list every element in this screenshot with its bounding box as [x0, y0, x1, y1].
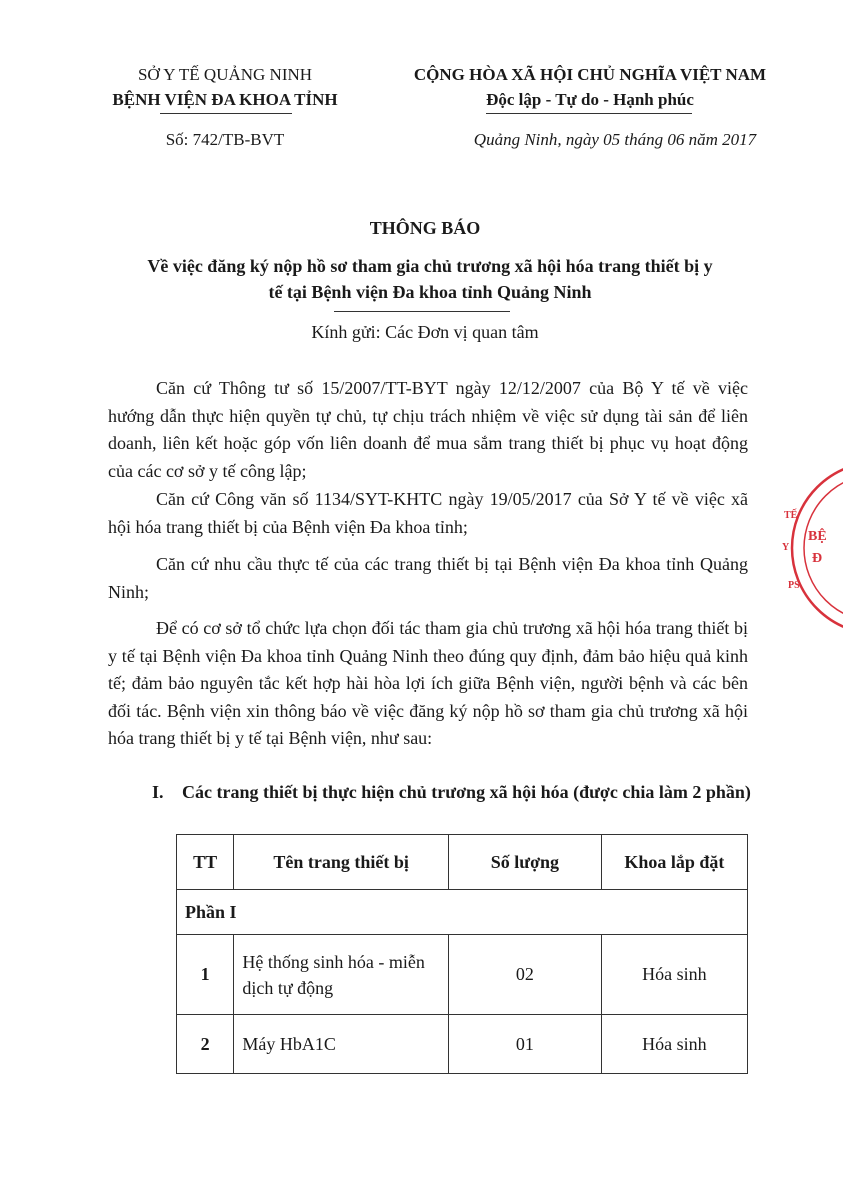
table-row — [177, 935, 748, 1015]
table-part-row — [177, 890, 748, 935]
place-and-date: Quảng Ninh, ngày 05 tháng 06 năm 2017 — [473, 130, 757, 149]
row-number: 1 — [177, 935, 234, 1015]
row-number: 2 — [177, 1015, 234, 1074]
issuer-block — [70, 62, 380, 112]
section-title: Các trang thiết bị thực hiện chủ trương xã hội hóa (được chia làm 2 phần) — [182, 782, 751, 802]
install-department: Hóa sinh — [601, 935, 747, 1015]
equipment-quantity: 02 — [449, 935, 602, 1015]
install-department: Hóa sinh — [601, 1015, 747, 1074]
section-heading — [152, 778, 752, 806]
seal-text-fragment: Đ — [812, 551, 823, 566]
column-header-tt: TT — [177, 835, 234, 890]
column-header-quantity: Số lượng — [449, 835, 602, 890]
national-motto-block — [380, 62, 800, 112]
equipment-table — [176, 834, 748, 1074]
body-paragraph-2: Căn cứ Công văn số 1134/SYT-KHTC ngày 19/05/2017 của Sở Y tế về việc xã hội hóa trang thiết bị của Bệnh viện Đa khoa tỉnh; — [108, 489, 748, 537]
issuer-underline — [160, 113, 292, 114]
equipment-quantity: 01 — [449, 1015, 602, 1074]
document-subtitle — [110, 253, 750, 305]
motto-underline — [486, 113, 692, 114]
seal-text-fragment: PS — [788, 580, 800, 591]
issuer-department: SỞ Y TẾ QUẢNG NINH — [137, 65, 313, 84]
document-number: Số: 742/TB-BVT — [165, 130, 285, 149]
seal-text-fragment: BỆ — [808, 529, 827, 544]
seal-text-fragment: Y — [782, 542, 790, 553]
hospital-seal-stamp — [770, 458, 843, 698]
column-header-department: Khoa lắp đặt — [601, 835, 747, 890]
part-label: Phần I — [177, 890, 748, 935]
table-row — [177, 1015, 748, 1074]
issuer-hospital: BỆNH VIỆN ĐA KHOA TỈNH — [112, 90, 338, 109]
body-paragraph-3: Căn cứ nhu cầu thực tế của các trang thiết bị tại Bệnh viện Đa khoa tỉnh Quảng Ninh; — [108, 554, 748, 602]
document-title: THÔNG BÁO — [369, 218, 481, 238]
recipient-line: Kính gửi: Các Đơn vị quan tâm — [311, 322, 539, 342]
equipment-name: Máy HbA1C — [234, 1015, 449, 1074]
equipment-name: Hệ thống sinh hóa - miễn dịch tự động — [234, 935, 449, 1015]
subtitle-line-2: tế tại Bệnh viện Đa khoa tỉnh Quảng Ninh — [268, 282, 592, 302]
column-header-name: Tên trang thiết bị — [234, 835, 449, 890]
body-paragraph-4: Để có cơ sở tổ chức lựa chọn đối tác tham gia chủ trương xã hội hóa trang thiết bị y tế tại Bệnh viện Đa khoa tỉnh Quảng Ninh theo đúng quy định, đảm bảo hiệu quả kinh tế; đảm bảo nguyên tắc kết hợp hài hòa lợi ích giữa Bệnh viện, người bệnh và các bên đối tác. Bệnh viện xin thông báo về việc đăng ký nộp hồ sơ tham gia chủ trương xã hội hóa trang thiết bị y tế tại Bệnh viện, như sau: — [108, 618, 748, 748]
section-number: I. — [152, 782, 164, 802]
table-header-row — [177, 835, 748, 890]
title-underline — [334, 311, 510, 312]
seal-text-fragment: TẾ — [784, 510, 798, 521]
national-motto: Độc lập - Tự do - Hạnh phúc — [486, 90, 694, 109]
national-name: CỘNG HÒA XÃ HỘI CHỦ NGHĨA VIỆT NAM — [413, 65, 767, 84]
subtitle-line-1: Về việc đăng ký nộp hồ sơ tham gia chủ trương xã hội hóa trang thiết bị y — [147, 256, 713, 276]
body-paragraph-1: Căn cứ Thông tư số 15/2007/TT-BYT ngày 12/12/2007 của Bộ Y tế về việc hướng dẫn thực hiện quyền tự chủ, tự chịu trách nhiệm về việc sử dụng tài sản để liên doanh, liên kết hoặc góp vốn liên doanh để mua sắm trang thiết bị phục vụ hoạt động của các cơ sở y tế công lập; — [108, 378, 748, 481]
